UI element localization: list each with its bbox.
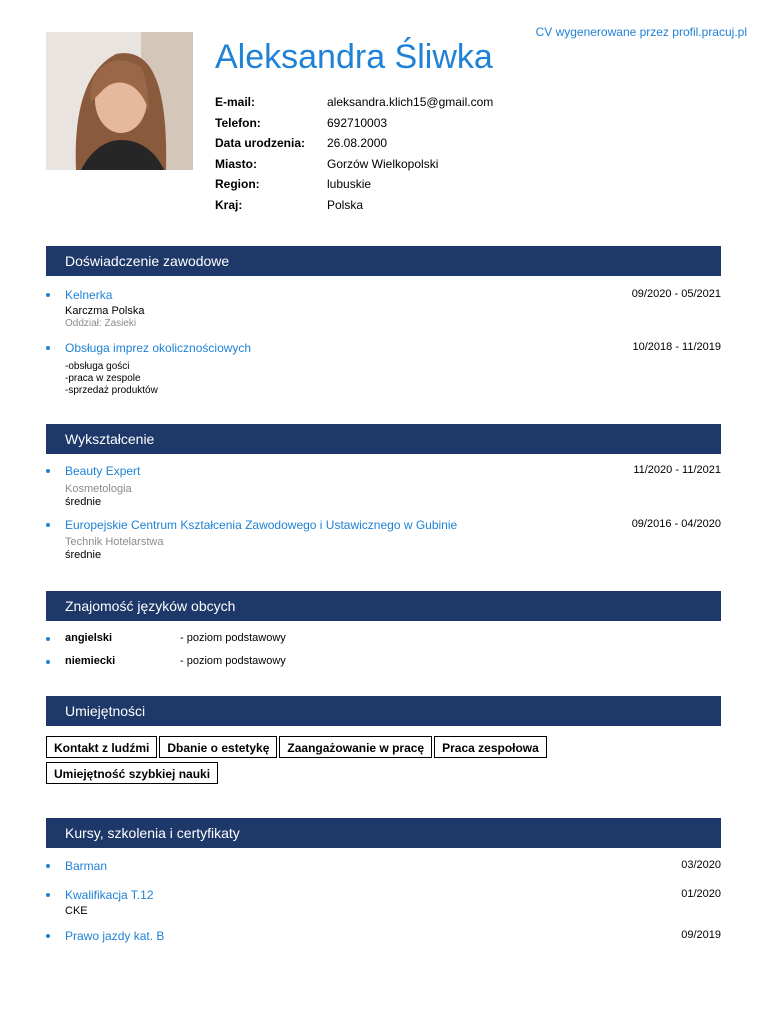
experience-item [46, 288, 721, 336]
education-item [46, 518, 721, 564]
contact-email [215, 95, 493, 116]
section-education-header: Wykształcenie [46, 424, 721, 454]
candidate-name: Aleksandra Śliwka [215, 38, 493, 76]
course-item [46, 929, 721, 945]
bullet-icon [46, 346, 50, 350]
language-level: - poziom podstawowy [180, 632, 286, 644]
bullet-icon [46, 934, 50, 938]
course-issuer: CKE [65, 905, 88, 917]
course-date: 03/2020 [681, 859, 721, 871]
experience-title[interactable]: Kelnerka [65, 288, 113, 302]
experience-date: 10/2018 - 11/2019 [632, 341, 721, 353]
contact-phone [215, 116, 493, 137]
course-item [46, 888, 721, 918]
contact-value: 692710003 [327, 115, 388, 130]
contact-value[interactable]: aleksandra.klich15@gmail.com [327, 95, 494, 109]
contact-label: Telefon: [215, 115, 261, 130]
bullet-icon [46, 637, 50, 641]
bullet-icon [46, 893, 50, 897]
course-item [46, 859, 721, 875]
generated-note[interactable]: CV wygenerowane przez profil.pracuj.pl [535, 25, 747, 39]
education-field: Kosmetologia [65, 483, 132, 495]
section-languages-header: Znajomość języków obcych [46, 591, 721, 621]
section-courses-header: Kursy, szkolenia i certyfikaty [46, 818, 721, 848]
experience-item [46, 341, 721, 401]
contact-label: Kraj: [215, 197, 243, 212]
skill-tag: Kontakt z ludźmi [46, 736, 157, 758]
education-level: średnie [65, 496, 102, 508]
language-item [46, 632, 721, 648]
contact-value: lubuskie [327, 177, 372, 192]
language-name: angielski [65, 632, 113, 644]
contact-label: E-mail: [215, 95, 256, 109]
contact-label: Miasto: [215, 156, 257, 171]
education-level: średnie [65, 549, 102, 561]
course-title[interactable]: Kwalifikacja T.12 [65, 888, 154, 902]
experience-title[interactable]: Obsługa imprez okolicznościowych [65, 341, 252, 355]
section-experience-header: Doświadczenie zawodowe [46, 246, 721, 276]
bullet-icon [46, 523, 50, 527]
contact-label: Region: [215, 177, 260, 192]
contact-label: Data urodzenia: [215, 136, 306, 151]
bullet-icon [46, 469, 50, 473]
language-item [46, 655, 721, 671]
skill-tag: Zaangażowanie w pracę [279, 736, 432, 758]
experience-duty: -sprzedaż produktów [65, 385, 158, 396]
experience-duty: -obsługa gości [65, 361, 130, 372]
course-date: 09/2019 [681, 929, 721, 941]
education-title[interactable]: Beauty Expert [65, 464, 141, 478]
course-title[interactable]: Barman [65, 859, 108, 873]
section-skills-header: Umiejętności [46, 696, 721, 726]
education-item [46, 464, 721, 510]
contact-value: Gorzów Wielkopolski [327, 156, 439, 171]
contact-city [215, 157, 493, 178]
course-title[interactable]: Prawo jazdy kat. B [65, 929, 165, 943]
education-field: Technik Hotelarstwa [65, 536, 164, 548]
education-date: 11/2020 - 11/2021 [633, 464, 721, 476]
skill-tag: Dbanie o estetykę [159, 736, 277, 758]
contact-birthdate [215, 136, 493, 157]
profile-photo [46, 32, 193, 170]
language-level: - poziom podstawowy [180, 655, 286, 667]
contact-country [215, 198, 493, 219]
education-date: 09/2016 - 04/2020 [631, 518, 721, 530]
bullet-icon [46, 660, 50, 664]
experience-branch: Oddział: Zasieki [65, 318, 137, 329]
course-date: 01/2020 [681, 888, 721, 900]
experience-duty: -praca w zespole [65, 373, 141, 384]
education-title[interactable]: Europejskie Centrum Kształcenia Zawodowego i Ustawicznego w Gubinie [65, 518, 458, 532]
bullet-icon [46, 864, 50, 868]
contact-value: 26.08.2000 [327, 136, 388, 151]
experience-company: Karczma Polska [65, 305, 145, 317]
contact-value: Polska [327, 197, 364, 212]
bullet-icon [46, 293, 50, 297]
skill-tag: Umiejętność szybkiej nauki [46, 762, 218, 784]
contact-details [215, 95, 493, 219]
language-name: niemiecki [65, 655, 116, 667]
skill-tag: Praca zespołowa [434, 736, 547, 758]
skills-list [46, 736, 606, 788]
contact-region [215, 177, 493, 198]
experience-date: 09/2020 - 05/2021 [631, 288, 721, 300]
